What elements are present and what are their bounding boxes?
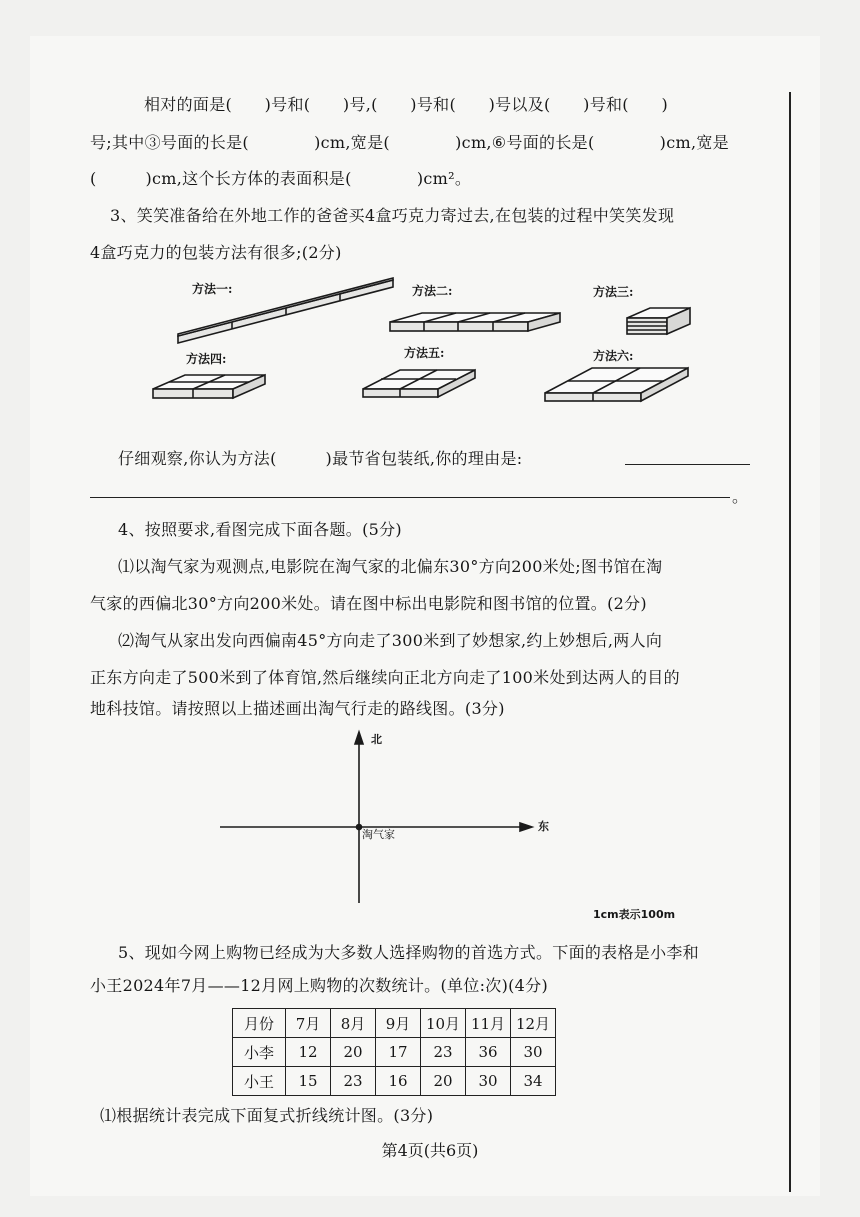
- q4-1-line-1: ⑴以淘气家为观测点,电影院在淘气家的北偏东30°方向200米处;图书馆在淘: [118, 557, 663, 576]
- table-cell: 16: [376, 1067, 421, 1096]
- table-cell: 30: [466, 1067, 511, 1096]
- table-cell: 20: [421, 1067, 466, 1096]
- q5-1-prompt: ⑴根据统计表完成下面复式折线统计图。(3分): [100, 1106, 434, 1125]
- table-cell: 34: [511, 1067, 556, 1096]
- table-cell: 23: [421, 1038, 466, 1067]
- east-arrow-icon: [520, 823, 532, 831]
- header-sep: 9月: [376, 1009, 421, 1038]
- table-cell: 30: [511, 1038, 556, 1067]
- end-period: 。: [732, 487, 749, 506]
- q4-2-line-3: 地科技馆。请按照以上描述画出淘气行走的路线图。(3分): [90, 699, 505, 718]
- table-cell: 15: [286, 1067, 331, 1096]
- shopping-count-table: [232, 1008, 556, 1096]
- origin-label: 淘气家: [362, 828, 395, 841]
- method-6-label: 方法六:: [593, 349, 634, 363]
- header-jul: 7月: [286, 1009, 331, 1038]
- q2-line-3: ( )cm,这个长方体的表面积是( )cm²。: [90, 169, 472, 188]
- q4-1-line-2: 气家的西偏北30°方向200米处。请在图中标出电影院和图书馆的位置。(2分): [90, 594, 647, 613]
- method-4-label: 方法四:: [186, 352, 227, 366]
- q4-2-line-2: 正东方向走了500米到了体育馆,然后继续向正北方向走了100米处到达两人的目的: [90, 668, 680, 687]
- header-aug: 8月: [331, 1009, 376, 1038]
- q5-line-2: 小王2024年7月——12月网上购物的次数统计。(单位:次)(4分): [90, 976, 548, 995]
- north-label: 北: [371, 733, 382, 746]
- compass-diagram: [0, 720, 860, 920]
- q2-line-2: 号;其中③号面的长是( )cm,宽是( )cm,⑥号面的长是( )cm,宽是: [90, 133, 729, 152]
- method-1-label: 方法一:: [192, 282, 233, 296]
- q2-line-1: 相对的面是( )号和( )号,( )号和( )号以及( )号和( ): [144, 95, 668, 114]
- row-name: 小李: [233, 1038, 286, 1067]
- method-3-label: 方法三:: [593, 285, 634, 299]
- reason-blank-2[interactable]: [90, 497, 730, 498]
- header-dec: 12月: [511, 1009, 556, 1038]
- table-cell: 23: [331, 1067, 376, 1096]
- q3-line-2: 4盒巧克力的包装方法有很多;(2分): [90, 243, 342, 262]
- q5-line-1: 5、现如今网上购物已经成为大多数人选择购物的首选方式。下面的表格是小李和: [118, 943, 699, 962]
- table-cell: 12: [286, 1038, 331, 1067]
- header-nov: 11月: [466, 1009, 511, 1038]
- method-5-label: 方法五:: [404, 346, 445, 360]
- table-row: [233, 1067, 556, 1096]
- scale-label: 1cm表示100m: [593, 908, 676, 921]
- table-cell: 36: [466, 1038, 511, 1067]
- packing-methods-figure: [0, 0, 860, 420]
- method-2-label: 方法二:: [412, 284, 453, 298]
- q3-line-1: 3、笑笑准备给在外地工作的爸爸买4盒巧克力寄过去,在包装的过程中笑笑发现: [110, 206, 675, 225]
- east-label: 东: [538, 820, 549, 833]
- table-row: [233, 1038, 556, 1067]
- table-cell: 17: [376, 1038, 421, 1067]
- table-header-row: [233, 1009, 556, 1038]
- header-month: 月份: [233, 1009, 286, 1038]
- north-arrow-icon: [355, 732, 363, 744]
- page-footer: 第4页(共6页): [381, 1141, 479, 1160]
- q3-answer-prompt: 仔细观察,你认为方法( )最节省包装纸,你的理由是:: [118, 449, 523, 468]
- table-cell: 20: [331, 1038, 376, 1067]
- row-name: 小王: [233, 1067, 286, 1096]
- q4-title: 4、按照要求,看图完成下面各题。(5分): [118, 520, 402, 539]
- reason-blank-1[interactable]: [625, 464, 750, 465]
- q4-2-line-1: ⑵淘气从家出发向西偏南45°方向走了300米到了妙想家,约上妙想后,两人向: [118, 631, 663, 650]
- header-oct: 10月: [421, 1009, 466, 1038]
